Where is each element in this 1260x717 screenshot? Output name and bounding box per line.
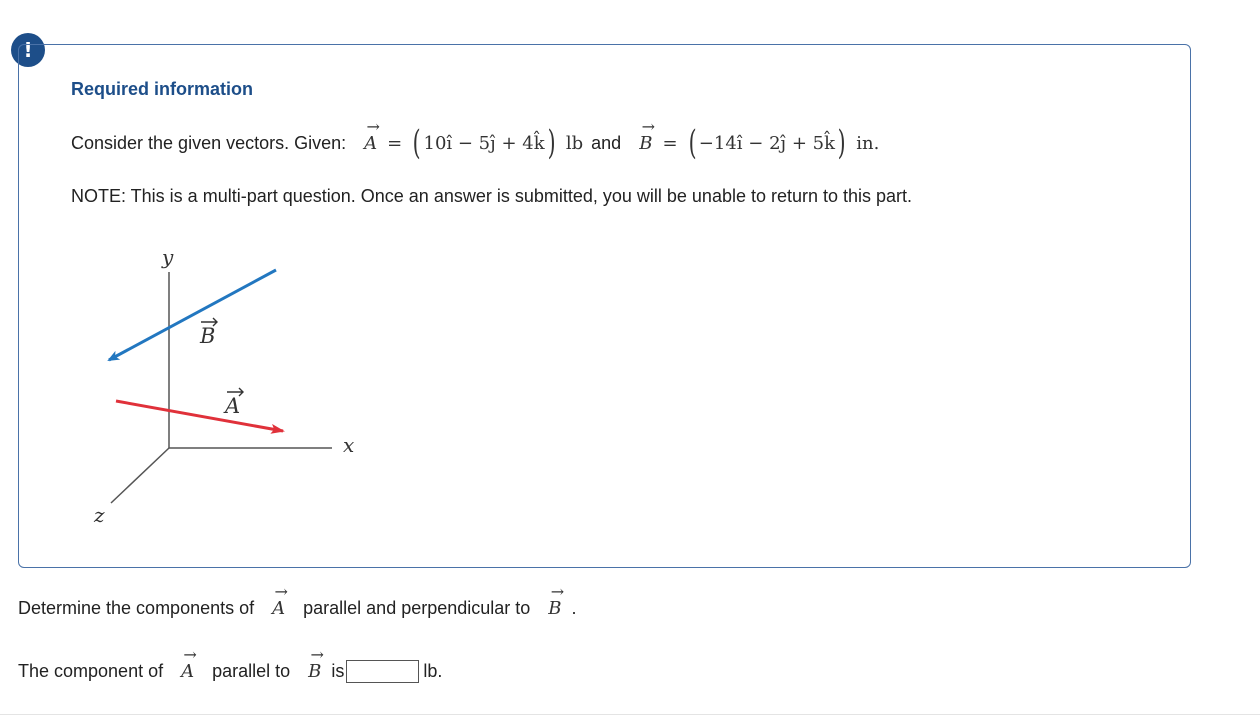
vector-a-components: 10î − 5ĵ + 4k̂: [423, 132, 545, 154]
answer-vector-b: → B: [306, 661, 323, 682]
z-axis-label: z: [94, 503, 105, 527]
vector-b-unit: in.: [856, 132, 880, 154]
question-vector-a: → A: [270, 598, 287, 619]
question-vector-b: → B: [546, 598, 563, 619]
vector-b-label: B: [200, 324, 216, 348]
paren-open-icon: (: [412, 123, 421, 163]
answer-verb: is: [331, 661, 345, 681]
paren-close-icon: ): [837, 123, 846, 163]
vector-arrow-icon: →: [183, 645, 197, 664]
equals-sign: =: [387, 132, 403, 154]
answer-middle: parallel to: [212, 661, 291, 681]
answer-prefix: The component of: [18, 661, 164, 681]
vector-b-symbol: → B: [637, 133, 654, 154]
answer-vector-a: → A: [179, 661, 196, 682]
paren-open-icon: (: [688, 123, 697, 163]
required-information-title: Required information: [71, 79, 254, 99]
question-middle: parallel and perpendicular to: [303, 598, 531, 618]
vector-a-expression: [362, 116, 584, 163]
question-end: .: [571, 598, 577, 618]
vector-b-expression: [637, 116, 880, 163]
question-prefix: Determine the components of: [18, 598, 255, 618]
vector-a-label: A: [225, 394, 241, 418]
vector-arrow-icon: →: [550, 582, 565, 601]
vector-a-arrow: [116, 401, 283, 431]
y-axis-label: y: [162, 245, 174, 269]
vector-b-components: −14î − 2ĵ + 5k̂: [698, 132, 835, 154]
vector-arrow-icon: →: [641, 116, 656, 136]
connector-and: and: [591, 132, 622, 153]
paren-close-icon: ): [547, 123, 556, 163]
parallel-component-input[interactable]: [346, 660, 419, 683]
vector-arrow-icon: →: [274, 582, 288, 601]
vector-a-unit: lb: [565, 132, 584, 154]
equals-sign: =: [662, 132, 678, 154]
given-prefix: Consider the given vectors. Given:: [71, 132, 347, 153]
multi-part-note: NOTE: This is a multi-part question. Once an answer is submitted, you will be unable to return to this part.: [71, 186, 913, 206]
divider: [0, 714, 1260, 715]
given-vectors-line: [71, 116, 880, 163]
alert-icon: !: [11, 33, 45, 67]
question-prompt: [18, 582, 577, 619]
x-axis-label: x: [343, 433, 355, 457]
answer-line: [18, 645, 443, 683]
vector-figure: [70, 200, 390, 540]
vector-arrow-icon: →: [310, 645, 324, 664]
vector-arrow-icon: →: [366, 116, 380, 136]
answer-unit: lb.: [423, 661, 443, 681]
vector-b-arrow: [109, 270, 276, 360]
z-axis-line: [111, 448, 169, 503]
vector-a-symbol: → A: [362, 133, 379, 154]
